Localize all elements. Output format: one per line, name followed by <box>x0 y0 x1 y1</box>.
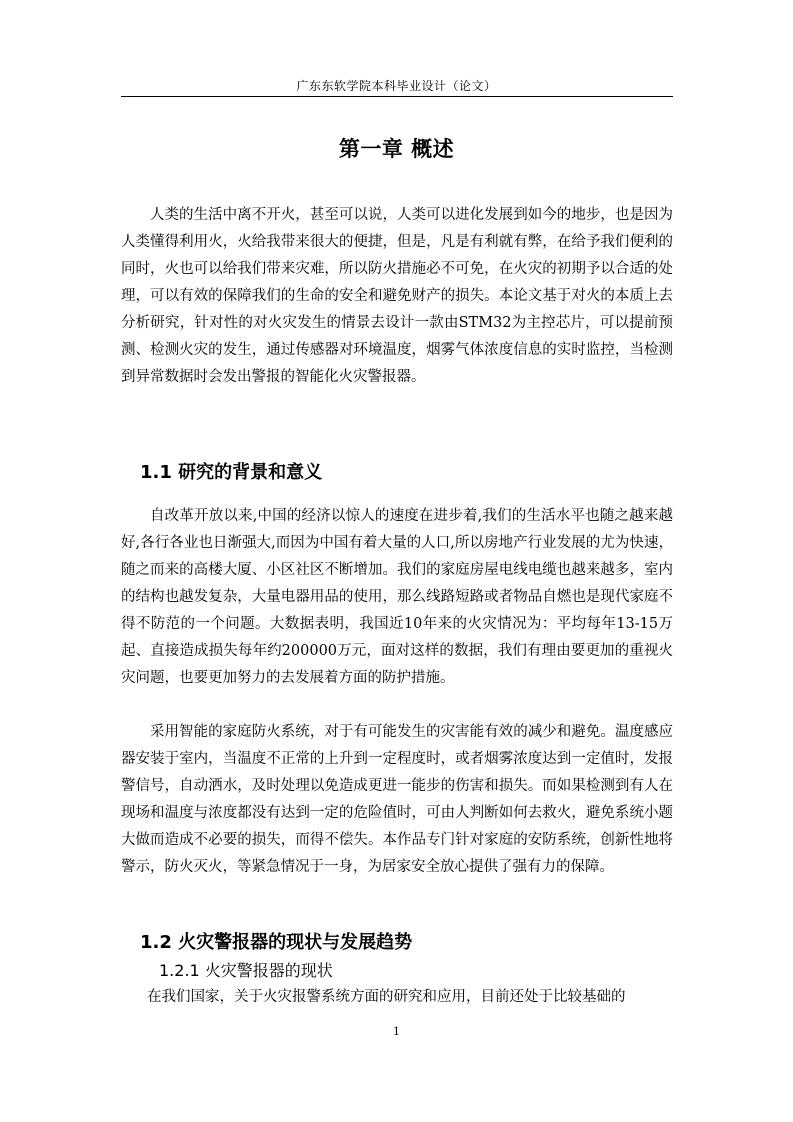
page-number: 1 <box>393 1025 400 1038</box>
header-rule <box>121 96 673 97</box>
section-heading-1-1: 1.1 研究的背景和意义 <box>140 462 323 483</box>
subsection-heading-1-2-1: 1.2.1 火灾警报器的现状 <box>159 961 333 980</box>
chapter-title: 第一章 概述 <box>338 137 455 161</box>
section-heading-1-2: 1.2 火灾警报器的现状与发展趋势 <box>140 932 413 953</box>
status-paragraph: 在我们国家，关于火灾报警系统方面的研究和应用，目前还处于比较基础的 <box>147 989 626 1005</box>
running-header: 广东东软学院本科毕业设计（论文） <box>296 79 497 93</box>
background-paragraph-1: 自改革开放以来,中国的经济以惊人的速度在进步着,我们的生活水平也随之越来越好,各行各业也日渐强大,而因为中国有着大量的人口,所以房地产行业发展的尤为快速，随之而来的高楼大厦、小区社区不断增加。我们的家庭房屋电线电缆也越来越多，室内的结构也越发复杂，大量电器用品的使用，那么线路短路或者物品自燃也是现代家庭不得不防范的一个问题。大数据表明，我国近10年来的火灾情况为：平均每年13-15万起、直接造成损失每年约200000万元，面对这样的数据，我们有理由要更加的重视火灾问题，也要更加努力的去发展着方面的防护措施。 <box>121 508 673 686</box>
intro-paragraph: 人类的生活中离不开火，甚至可以说，人类可以进化发展到如今的地步，也是因为人类懂得利用火，火给我带来很大的便捷，但是，凡是有利就有弊，在给予我们便利的同时，火也可以给我们带来灾难，所以防火措施必不可免，在火灾的初期予以合适的处理，可以有效的保障我们的生命的安全和避免财产的损失。本论文基于对火的本质上去分析研究，针对性的对火灾发生的情景去设计一款由STM32为主控芯片，可以提前预测、检测火灾的发生，通过传感器对环境温度，烟雾气体浓度信息的实时监控，当检测到异常数据时会发出警报的智能化火灾警报器。 <box>121 207 673 385</box>
background-paragraph-2: 采用智能的家庭防火系统，对于有可能发生的灾害能有效的减少和避免。温度感应器安装于室内，当温度不正常的上升到一定程度时，或者烟雾浓度达到一定值时，发报警信号，自动洒水，及时处理以免造成更进一能步的伤害和损失。而如果检测到有人在现场和温度与浓度都没有达到一定的危险值时，可由人判断如何去救火，避免系统小题大做而造成不必要的损失，而得不偿失。本作品专门针对家庭的安防系统，创新性地将警示，防火灭火，等紧急情况于一身，为居家安全放心提供了强有力的保障。 <box>121 724 673 875</box>
